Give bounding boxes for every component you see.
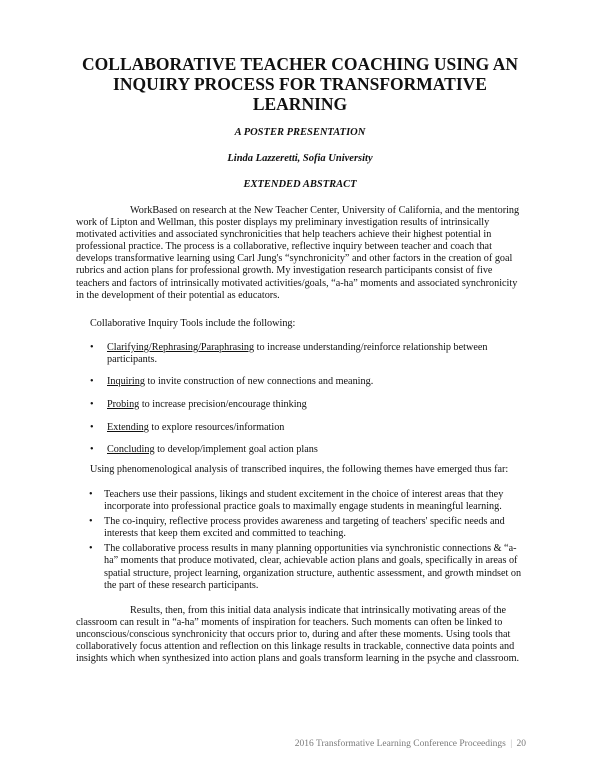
bullet-icon: •	[89, 543, 93, 555]
presentation-type: A POSTER PRESENTATION	[234, 127, 366, 138]
page-number: 20	[516, 739, 526, 749]
bullet-icon: •	[89, 516, 93, 528]
tool-description: to increase precision/encourage thinking	[139, 399, 307, 410]
theme-text: The co-inquiry, reflective process provides awareness and targeting of teachers' specific needs and interests that keep them excited and committed to teaching.	[104, 516, 505, 540]
tool-term: Inquiring	[107, 376, 145, 387]
footer-separator: |	[510, 739, 513, 749]
theme-text: The collaborative process results in many planning opportunities via synchronistic connections & “a-ha” moments that produce motivated, clear, achievable action plans and goals, specifically in areas of spatial structure, project learning, organization structure, authentic assessment, and growth mindset on the part of these research participants.	[104, 543, 522, 591]
bullet-icon: •	[89, 489, 93, 500]
list-item	[86, 543, 526, 591]
page-footer	[295, 738, 526, 750]
tool-term: Probing	[107, 399, 140, 410]
results-paragraph: Results, then, from this initial data analysis indicate that intrinsically motivating areas of the classroom can result in “a-ha” moments of inspiration for teachers. Such moments can often be linked to unconscious/conscious synchronicity that occurs prior to, during and after these moments. Using tools that collaboratively focus attention and reflection on this linkage results in trackable, connective data points and insights which when synthesized into action plans and goals transform learning in the psyche and classroom.	[76, 605, 520, 665]
author-line: Linda Lazzeretti, Sofia University	[227, 153, 373, 164]
list-item	[90, 444, 522, 456]
bullet-icon: •	[90, 399, 94, 410]
list-item	[90, 422, 522, 434]
paper-title: COLLABORATIVE TEACHER COACHING USING AN INQUIRY PROCESS FOR TRANSFORMATIVE LEARNING	[82, 54, 518, 114]
bullet-icon: •	[90, 422, 94, 433]
list-item	[86, 516, 526, 540]
intro-paragraph: WorkBased on research at the New Teacher Center, University of California, and the mentoring work of Lipton and Wellman, this poster displays my preliminary investigation results of intrinsically motivated activities and associated synchronicities that help teachers achieve their highest potential in professional practice. The process is a collaborative, reflective inquiry between teacher and coach that develops transformative learning using Carl Jung's “synchronicity” and other factors in the creation of goal rubrics and action plans for professional growth. My investigation research participants consist of five teachers and factors of intrinsically motivated activities/goals, “a-ha” moments and associated synchronicity in the development of their potential as educators.	[76, 205, 520, 301]
tool-term: Clarifying/Rephrasing/Paraphrasing	[107, 342, 255, 353]
bullet-icon: •	[90, 342, 94, 353]
list-item	[90, 342, 522, 366]
list-item	[86, 489, 526, 513]
themes-list	[86, 489, 526, 595]
bullet-icon: •	[90, 376, 94, 387]
tool-description: to invite construction of new connections and meaning.	[144, 376, 374, 387]
list-item	[90, 399, 522, 411]
tools-intro: Collaborative Inquiry Tools include the following:	[90, 318, 296, 329]
theme-text: Teachers use their passions, likings and student excitement in the choice of interest areas that they incorporate into professional practice goals to maximally engage students in meaningful learning.	[104, 489, 504, 513]
proceedings-label: 2016 Transformative Learning Conference Proceedings	[294, 739, 506, 749]
themes-intro: Using phenomenological analysis of transcribed inquires, the following themes have emerged thus far:	[90, 464, 509, 475]
tool-term: Concluding	[107, 444, 155, 455]
list-item	[90, 376, 522, 388]
tool-description: to develop/implement goal action plans	[154, 444, 318, 455]
tool-term: Extending	[107, 422, 149, 433]
tool-description: to increase understanding/reinforce relationship between participants.	[107, 342, 488, 365]
bullet-icon: •	[90, 444, 94, 455]
section-label: EXTENDED ABSTRACT	[243, 179, 357, 190]
tool-description: to explore resources/information	[148, 422, 285, 433]
